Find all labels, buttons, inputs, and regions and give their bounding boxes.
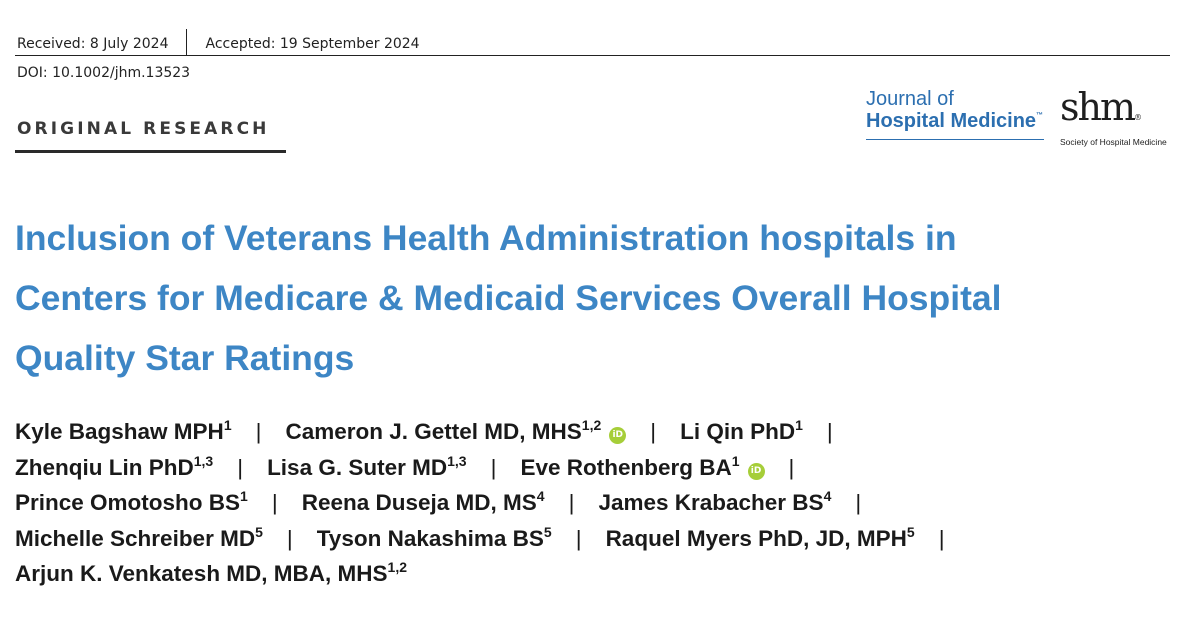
author-line <box>15 450 1175 486</box>
affiliation-marker: 5 <box>255 523 263 540</box>
title-line: Inclusion of Veterans Health Administration hospitals in <box>15 218 957 258</box>
affiliation-marker: 5 <box>543 523 552 540</box>
author-separator: | <box>788 454 795 480</box>
author-separator: | <box>575 525 582 551</box>
author-name: Cameron J. Gettel MD, MHS <box>285 419 582 444</box>
author-name: Prince Omotosho BS <box>15 490 241 515</box>
journal-logo-line2 <box>866 110 1044 137</box>
author-name: Li Qin PhD <box>680 419 796 444</box>
author-separator: | <box>255 419 262 444</box>
journal-logo-underline <box>866 139 1044 140</box>
author-separator: | <box>568 490 575 515</box>
section-underline <box>15 150 286 153</box>
journal-logo-line1: Journal of <box>866 88 954 110</box>
affiliation-marker: 1 <box>223 417 232 433</box>
author-line <box>15 521 1175 557</box>
author-line <box>15 485 1175 521</box>
author-separator: | <box>286 525 293 551</box>
author-list <box>15 414 1175 592</box>
affiliation-marker: 4 <box>823 488 832 504</box>
author-name: Michelle Schreiber MD <box>15 525 256 551</box>
affiliation-marker: 5 <box>906 523 915 540</box>
title-line: Quality Star Ratings <box>15 338 355 378</box>
shm-logo[interactable] <box>1060 85 1167 147</box>
orcid-icon[interactable]: iD <box>609 427 626 444</box>
doi[interactable]: DOI: 10.1002/jhm.13523 <box>17 65 191 81</box>
author-separator: | <box>826 419 833 444</box>
shm-letters: shm <box>1060 85 1135 129</box>
affiliation-marker: 1 <box>731 452 740 469</box>
journal-logo[interactable] <box>866 88 1044 140</box>
article-dates <box>17 31 420 57</box>
author-separator: | <box>650 419 657 444</box>
date-divider <box>186 29 187 55</box>
author-separator: | <box>938 525 945 551</box>
shm-subtitle: Society of Hospital Medicine <box>1060 137 1167 147</box>
author-name: Tyson Nakashima BS <box>316 525 544 551</box>
author-name: Kyle Bagshaw MPH <box>15 419 224 444</box>
author-name: Raquel Myers PhD, JD, MPH <box>605 525 907 551</box>
author-separator: | <box>490 454 497 480</box>
author-name: Reena Duseja MD, MS <box>301 490 537 515</box>
journal-logo-name: Hospital Medicine <box>866 110 1037 132</box>
author-separator: | <box>855 490 862 515</box>
accepted-date: Accepted: 19 September 2024 <box>205 36 420 52</box>
affiliation-marker: 1,2 <box>581 417 602 433</box>
section-label: ORIGINAL RESEARCH <box>17 119 270 139</box>
author-line <box>15 556 1175 592</box>
author-name: James Krabacher BS <box>598 490 824 515</box>
title-line: Centers for Medicare & Medicaid Services Overall Hospital <box>15 278 1002 318</box>
affiliation-marker: 1,3 <box>193 452 214 469</box>
affiliation-marker: 1 <box>795 417 803 433</box>
author-name: Lisa G. Suter MD <box>267 454 448 480</box>
author-separator: | <box>271 490 278 515</box>
affiliation-marker: 1 <box>240 488 248 504</box>
trademark-symbol: ™ <box>1036 112 1044 119</box>
author-name: Zhenqiu Lin PhD <box>15 454 194 480</box>
registered-symbol: ® <box>1134 113 1143 122</box>
orcid-icon[interactable]: iD <box>748 463 765 480</box>
received-date: Received: 8 July 2024 <box>17 36 169 52</box>
affiliation-marker: 1,2 <box>387 559 408 575</box>
affiliation-marker: 4 <box>536 488 545 504</box>
affiliation-marker: 1,3 <box>447 452 467 469</box>
author-name: Arjun K. Venkatesh MD, MBA, MHS <box>15 561 388 586</box>
header-rule <box>15 55 1170 56</box>
article-title <box>15 208 1165 388</box>
author-separator: | <box>237 454 244 480</box>
author-name: Eve Rothenberg BA <box>520 454 732 480</box>
author-line <box>15 414 1175 450</box>
shm-wordmark <box>1060 85 1160 137</box>
